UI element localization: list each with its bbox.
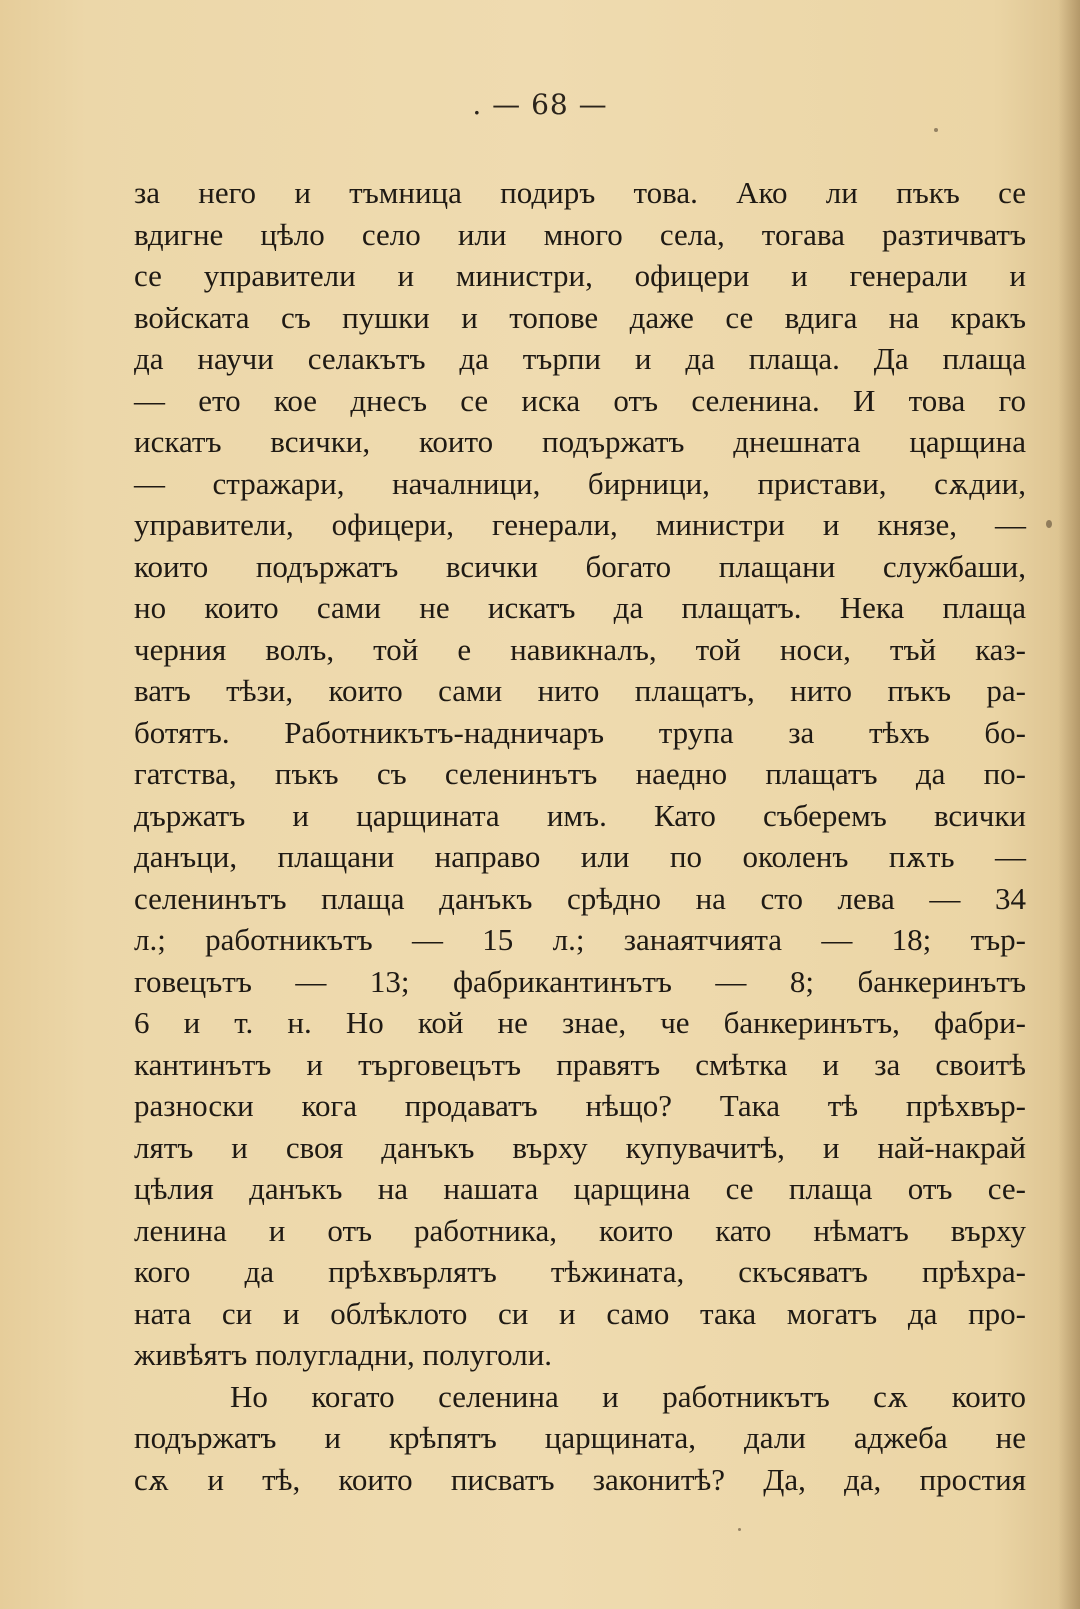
text-line: ватъ тѣзи, които сами нито плащатъ, нито пъкъ ра- [134,673,1026,708]
text-line: но които сами не искатъ да плащатъ. Нека плаща [134,590,1026,625]
paper-speck [738,1528,741,1531]
page-number: . — 68 — [472,88,608,121]
page-edge-shadow [1058,0,1080,1609]
text-line: — ето кое днесъ се иска отъ селенина. И това го [134,382,1026,418]
text-line: цѣлия данъкъ на нашата царщина се плаща отъ се- [134,1171,1026,1206]
text-line: ленина и отъ работника, които като нѣматъ върху [134,1212,1026,1248]
text-line-paragraph-start: Но когато селенина и работникътъ сѫ които [230,1378,1026,1414]
text-line: за него и тъмница подиръ това. Ако ли пъкъ се [134,175,1026,210]
text-line: кантинътъ и търговецътъ правятъ смѣтка и за своитѣ [134,1046,1026,1082]
text-line: гатства, пъкъ съ селенинътъ наедно плащатъ да по- [134,756,1026,791]
text-line: разноски кога продаватъ нѣщо? Така тѣ прѣхвър- [134,1088,1026,1123]
text-line: лятъ и своя данъкъ върху купувачитѣ, и най-накрай [134,1129,1026,1165]
text-line: които подържатъ всички богато плащани службаши, [134,548,1026,584]
text-line: искатъ всички, които подържатъ днешната царщина [134,424,1026,459]
text-line: се управители и министри, офицери и генерали и [134,258,1026,293]
text-line: черния волъ, той е навикналъ, той носи, тъй каз- [134,631,1026,667]
text-line: войската съ пушки и топове даже се вдига на кракъ [134,299,1026,335]
text-line: държатъ и царщината имъ. Като съберемъ всички [134,797,1026,833]
text-line: — стражари, началници, бирници, пристави, сѫдии, [134,465,1026,501]
text-line: вдигне цѣло село или много села, тогава разтичватъ [134,216,1026,252]
text-line: управители, офицери, генерали, министри и князе, — [134,507,1026,542]
text-line: данъци, плащани направо или по околенъ пѫть — [134,839,1026,874]
text-line: сѫ и тѣ, които писватъ законитѣ? Да, да, простия [134,1461,1026,1497]
text-line: селенинътъ плаща данъкъ срѣдно на сто лева — 34 [134,880,1026,916]
text-line: ната си и облѣклото си и само така могатъ да про- [134,1295,1026,1331]
text-line: л.; работникътъ — 15 л.; занаятчията — 18; тър- [134,922,1026,957]
text-line: 6 и т. н. Но кой не знае, че банкеринътъ, фабри- [134,1005,1026,1040]
text-line: говецътъ — 13; фабрикантинътъ — 8; банкеринътъ [134,963,1026,999]
text-line: да научи селакътъ да търпи и да плаща. Да плаща [134,341,1026,376]
paper-speck [934,128,938,132]
text-line: ботятъ. Работникътъ-надничаръ трупа за тѣхъ бо- [134,714,1026,750]
paper-speck [1046,520,1052,528]
text-line: кого да прѣхвърлятъ тѣжината, скъсяватъ прѣхра- [134,1254,1026,1289]
text-line-paragraph-end: живѣятъ полугладни, полуголи. [134,1337,553,1372]
text-line: подържатъ и крѣпятъ царщината, дали аджеба не [134,1420,1026,1455]
body-text [134,172,1026,1500]
